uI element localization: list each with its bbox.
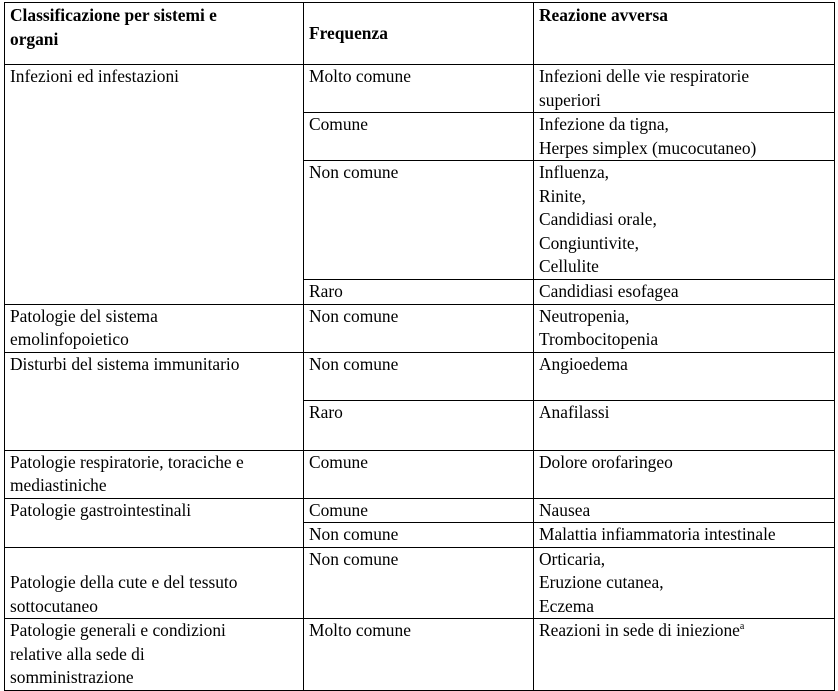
reaction-cell	[534, 619, 835, 691]
reaction-cell	[534, 547, 835, 619]
reaction-text: Infezioni delle vie respiratorie	[539, 66, 750, 86]
reaction-cell: Anafilassi	[534, 400, 835, 450]
header-soc-line2: organi	[10, 28, 59, 49]
frequency-cell: Raro	[304, 400, 534, 450]
reaction-text: Neutropenia,	[539, 305, 630, 326]
soc-cell-immunitario: Disturbi del sistema immunitario	[5, 352, 304, 450]
soc-cell-generali	[5, 619, 304, 691]
frequency-cell: Non comune	[304, 352, 534, 400]
header-frequency: Frequenza	[304, 3, 534, 65]
footnote-marker: a	[739, 621, 745, 633]
reaction-cell: Angioedema	[534, 352, 835, 400]
soc-cell-gastro: Patologie gastrointestinali	[5, 498, 304, 547]
reaction-text: Trombocitopenia	[539, 329, 659, 349]
soc-label: mediastiniche	[10, 475, 107, 495]
soc-label: Patologie generali e condizioni	[10, 620, 226, 640]
adverse-reactions-table	[4, 2, 835, 691]
table-row	[5, 498, 835, 523]
frequency-cell: Comune	[304, 113, 534, 161]
frequency-cell: Molto comune	[304, 619, 534, 691]
table-row	[5, 619, 835, 691]
soc-label: somministrazione	[10, 667, 134, 687]
soc-cell-respiratorie	[5, 450, 304, 498]
reaction-text: Eruzione cutanea,	[539, 572, 664, 592]
reaction-text: superiori	[539, 89, 601, 110]
soc-label: relative alla sede di	[10, 643, 145, 664]
soc-label: sottocutaneo	[10, 595, 98, 616]
reaction-text: Eczema	[539, 595, 595, 616]
header-soc-line1: Classificazione per sistemi e	[10, 5, 217, 25]
table-header-row	[5, 3, 835, 65]
reaction-cell: Nausea	[534, 498, 835, 523]
frequency-cell: Comune	[304, 450, 534, 498]
reaction-text: Influenza,	[539, 162, 610, 182]
frequency-cell: Non comune	[304, 547, 534, 619]
header-soc	[5, 3, 304, 65]
soc-label: Patologie respiratorie, toraciche e	[10, 451, 244, 472]
table-row	[5, 352, 835, 400]
soc-cell-emolinfo	[5, 304, 304, 352]
reaction-cell: Dolore orofaringeo	[534, 450, 835, 498]
frequency-cell: Molto comune	[304, 65, 534, 113]
reaction-cell	[534, 304, 835, 352]
soc-label: emolinfopoietico	[10, 329, 129, 349]
frequency-cell: Comune	[304, 498, 534, 523]
soc-cell-infezioni	[5, 65, 304, 305]
reaction-text: Infezione da tigna,	[539, 114, 669, 134]
reaction-text: Reazioni in sede di iniezione	[539, 620, 740, 640]
table-row	[5, 304, 835, 352]
reaction-cell: Malattia infiammatoria intestinale	[534, 523, 835, 548]
table-row	[5, 450, 835, 498]
table-row	[5, 547, 835, 619]
reaction-text: Herpes simplex (mucocutaneo)	[539, 137, 757, 158]
soc-label: Patologie della cute e del tessuto	[10, 572, 238, 592]
header-reaction: Reazione avversa	[534, 3, 835, 65]
reaction-cell	[534, 65, 835, 113]
table-row	[5, 65, 835, 113]
reaction-text: Congiuntivite,	[539, 232, 639, 253]
frequency-cell: Raro	[304, 280, 534, 305]
frequency-cell: Non comune	[304, 304, 534, 352]
soc-label: Patologie del sistema	[10, 305, 158, 326]
frequency-cell: Non comune	[304, 523, 534, 548]
reaction-cell	[534, 161, 835, 280]
reaction-cell	[534, 113, 835, 161]
reaction-text: Candidiasi orale,	[539, 209, 657, 229]
soc-cell-cute	[5, 547, 304, 619]
reaction-text: Cellulite	[539, 256, 599, 276]
reaction-text: Rinite,	[539, 185, 586, 206]
reaction-text: Orticaria,	[539, 548, 606, 569]
soc-label: Infezioni ed infestazioni	[10, 66, 180, 86]
frequency-cell: Non comune	[304, 161, 534, 280]
reaction-cell: Candidiasi esofagea	[534, 280, 835, 305]
